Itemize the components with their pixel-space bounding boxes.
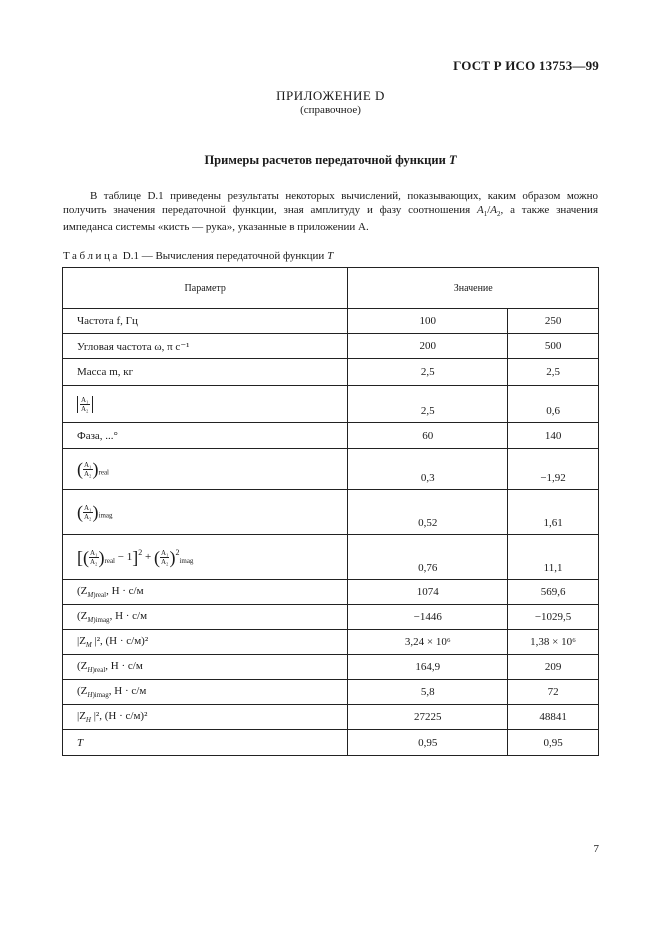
table-row <box>63 449 599 490</box>
head-param: Параметр <box>63 268 348 309</box>
table-row <box>63 359 599 386</box>
row-label: ( $\frac{\text{A₁}}{\text{A₂}}$ )$_{real}$ <box>63 449 348 490</box>
row-value-2: 48841 <box>508 705 599 730</box>
row-label: ($Z_{M)real}$, Н · с/м <box>63 580 348 605</box>
row-value-2: −1029,5 <box>508 605 599 630</box>
row-value-2: 140 <box>508 423 599 449</box>
row-label: ( $\frac{\text{A₁}}{\text{A₂}}$ )$_{imag}$ <box>63 490 348 535</box>
table-row <box>63 680 599 705</box>
table-row <box>63 705 599 730</box>
section-title-var: T <box>448 153 457 167</box>
table-row <box>63 580 599 605</box>
row-value-1: 0,76 <box>348 535 508 580</box>
row-value-1: −1446 <box>348 605 508 630</box>
row-value-2: 2,5 <box>508 359 599 386</box>
row-value-1: 2,5 <box>348 359 508 386</box>
row-value-1: 1074 <box>348 580 508 605</box>
row-value-1: 0,95 <box>348 730 508 756</box>
row-value-1: 27225 <box>348 705 508 730</box>
row-value-1: 0,52 <box>348 490 508 535</box>
row-label: ($Z_{H)imag}$, Н · с/м <box>63 680 348 705</box>
table-row <box>63 490 599 535</box>
transfer-function-table <box>62 267 599 756</box>
abs-ratio-formula: $\frac{\text{A₁}}{\text{A₂}}$ <box>77 396 93 413</box>
intro-part2: , а также значения импеданса системы «кисть — рука», указанные в приложении А. <box>63 203 599 233</box>
row-label: Фаза, ...° <box>63 423 348 449</box>
complex-formula: $\frac{\text{A₁}}{\text{A₂}}$ <box>90 548 98 566</box>
caption-rest: D.1 — Вычисления передаточной функции <box>122 250 325 262</box>
page-number: 7 <box>593 843 599 855</box>
row-value-1: 3,24 × 10⁶ <box>348 630 508 655</box>
row-value-2: 500 <box>508 334 599 359</box>
row-label: $|Z_M$ |², (Н · с/м)² <box>63 630 348 655</box>
table-row <box>63 655 599 680</box>
table-row <box>63 309 599 334</box>
row-label: T <box>63 730 348 756</box>
row-value-1: 164,9 <box>348 655 508 680</box>
table-row <box>63 423 599 449</box>
intro-paragraph <box>63 190 598 235</box>
head-value: Значение <box>348 268 599 309</box>
row-label: ($Z_{M)imag}$, Н · с/м <box>63 605 348 630</box>
table-row <box>63 334 599 359</box>
row-label: $|Z_H$ |², (Н · с/м)² <box>63 705 348 730</box>
row-label: Угловая частота ω, π с⁻¹ <box>63 334 348 359</box>
row-value-1: 60 <box>348 423 508 449</box>
intro-part1: В таблице D.1 приведены результаты некоторых вычислений, показывающих, каким образом можно получить значения передаточной функции, зная амплитуду и фазу соотношения <box>63 190 598 216</box>
row-label: ($Z_{H)real}$, Н · с/м <box>63 655 348 680</box>
row-value-2: 1,61 <box>508 490 599 535</box>
section-title <box>0 153 661 168</box>
table-row <box>63 605 599 630</box>
row-value-2: 0,95 <box>508 730 599 756</box>
table-row <box>63 535 599 580</box>
row-value-1: 200 <box>348 334 508 359</box>
row-value-2: 250 <box>508 309 599 334</box>
section-title-text: Примеры расчетов передаточной функции <box>204 153 446 167</box>
row-label: Частота f, Гц <box>63 309 348 334</box>
row-value-2: 1,38 × 10⁶ <box>508 630 599 655</box>
row-label: Масса m, кг <box>63 359 348 386</box>
row-label <box>63 386 348 423</box>
table-row <box>63 386 599 423</box>
caption-var: T <box>327 250 334 262</box>
row-label: [( $\frac{\text{A₁}}{\text{A₂}}$ )$_{real} - 1]^2$ + ( $\frac{\text{A₁}}{\text{A₂}}$ )$^2_{imag}$ <box>63 535 348 580</box>
appendix-title: ПРИЛОЖЕНИЕ D <box>276 88 385 103</box>
row-value-2: 0,6 <box>508 386 599 423</box>
ratio-sub1: 1 <box>483 209 488 218</box>
ratio-slash: / <box>487 203 491 216</box>
row-value-1: 0,3 <box>348 449 508 490</box>
row-value-1: 100 <box>348 309 508 334</box>
row-value-2: 11,1 <box>508 535 599 580</box>
row-value-2: −1,92 <box>508 449 599 490</box>
standard-header: ГОСТ Р ИСО 13753—99 <box>453 58 599 73</box>
ratio-real-formula: $\frac{\text{A₁}}{\text{A₂}}$ <box>84 460 92 478</box>
ratio-a1: A <box>477 203 484 216</box>
ratio-imag-formula: $\frac{\text{A₁}}{\text{A₂}}$ <box>84 503 92 521</box>
table-head-row <box>63 268 599 309</box>
row-value-2: 209 <box>508 655 599 680</box>
row-value-2: 72 <box>508 680 599 705</box>
row-value-1: 5,8 <box>348 680 508 705</box>
row-value-1: 2,5 <box>348 386 508 423</box>
table-row <box>63 630 599 655</box>
appendix-subtitle: (справочное) <box>300 104 361 116</box>
ratio-a2: A <box>490 203 498 216</box>
row-value-2: 569,6 <box>508 580 599 605</box>
table-row <box>63 730 599 756</box>
caption-label: Таблица <box>63 250 120 262</box>
table-caption <box>63 250 333 262</box>
ratio-sub2: 2 <box>497 209 501 218</box>
